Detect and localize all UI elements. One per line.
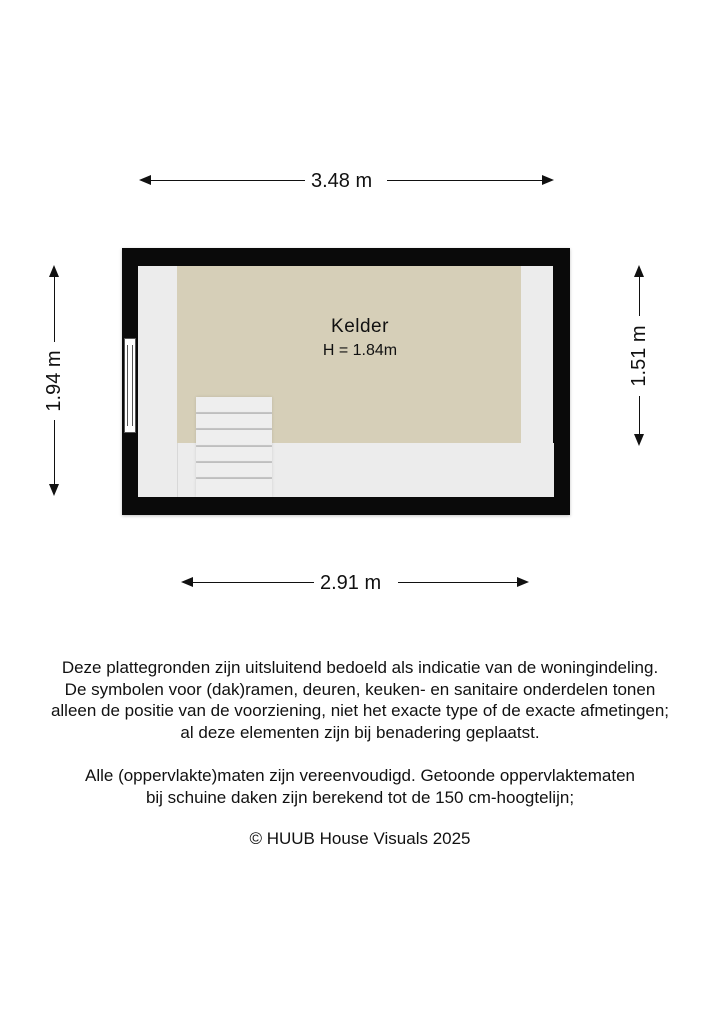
dimension-line <box>398 582 518 584</box>
dimension-label-left: 1.94 m <box>43 345 65 417</box>
stair-step <box>196 397 272 414</box>
slope-area-left <box>138 266 177 497</box>
dimension-line <box>387 180 543 182</box>
window-pane <box>127 345 133 426</box>
dimension-label-bottom: 2.91 m <box>320 572 382 594</box>
room-height: H = 1.84m <box>322 342 398 359</box>
stair-step <box>196 463 272 479</box>
copyright: © HUUB House Visuals 2025 <box>249 829 471 848</box>
disclaimer-line: bij schuine daken zijn berekend tot de 150 cm-hoogtelijn; <box>145 788 575 807</box>
stair-step <box>196 430 272 447</box>
disclaimer-line: De symbolen voor (dak)ramen, deuren, keuken- en sanitaire onderdelen tonen <box>64 680 656 699</box>
dimension-line <box>54 276 56 342</box>
dimension-label-top: 3.48 m <box>311 170 373 192</box>
arrow-down-icon <box>634 434 644 446</box>
stair-step <box>196 447 272 464</box>
arrow-down-icon <box>49 484 59 496</box>
disclaimer-line: al deze elementen zijn bij benadering geplaatst. <box>180 723 540 742</box>
slope-area-right <box>521 266 553 443</box>
disclaimer-line: alleen de positie van de voorziening, niet het exacte type of de exacte afmetingen; <box>50 701 670 720</box>
arrow-right-icon <box>517 577 529 587</box>
arrow-right-icon <box>542 175 554 185</box>
stair-step <box>196 414 272 431</box>
disclaimer-line: Deze plattegronden zijn uitsluitend bedoeld als indicatie van de woningindeling. <box>61 658 659 677</box>
room-name: Kelder <box>331 316 389 337</box>
dimension-line <box>192 582 314 584</box>
dimension-line <box>54 420 56 486</box>
stair-step <box>196 479 272 497</box>
dimension-label-right: 1.51 m <box>628 320 650 392</box>
dimension-line <box>639 396 641 436</box>
dimension-line <box>150 180 305 182</box>
dimension-line <box>639 276 641 316</box>
disclaimer-line: Alle (oppervlakte)maten zijn vereenvoudigd. Getoonde oppervlaktematen <box>85 766 635 785</box>
